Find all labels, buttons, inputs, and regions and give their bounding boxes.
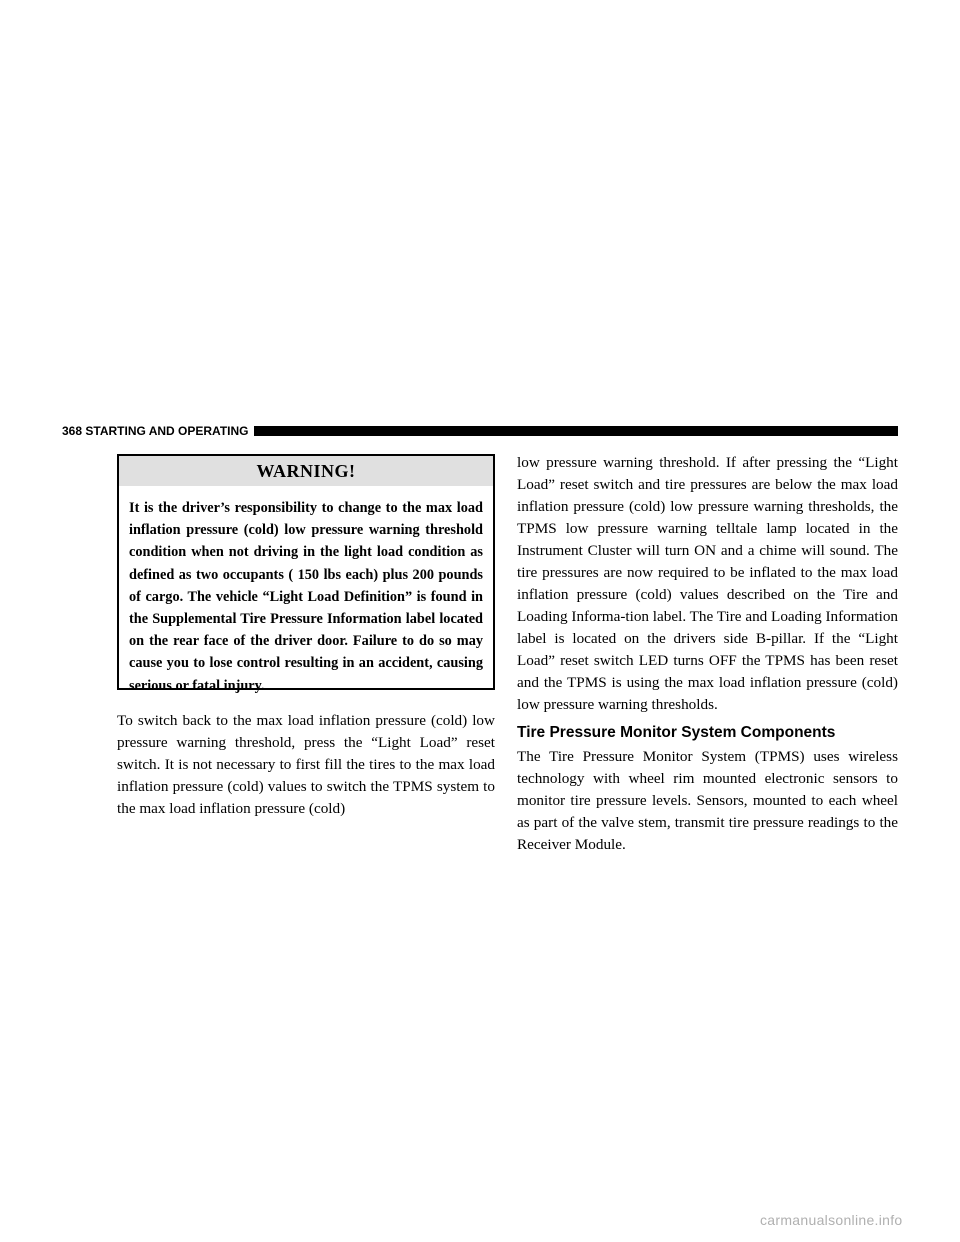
- section-title: STARTING AND OPERATING: [85, 424, 249, 438]
- page-header-label: [62, 424, 248, 438]
- section-heading: Tire Pressure Monitor System Components: [517, 724, 836, 741]
- right-paragraph: low pressure warning threshold. If after pressing the “Light Load” reset switch and tire pressures are below the max load inflation pressure (cold) low pressure warning thresholds, the TPMS low pressure warning telltale lamp located in the Instrument Cluster will turn ON and a chime will sound. The tire pressures are now required to be inflated to the max load inflation pressure (cold) values described on the Tire and Loading Informa-tion label. The Tire and Loading Information label is located on the drivers side B-pillar. If the “Light Load” reset switch LED turns OFF the TPMS has been reset and the TPMS is using the max load inflation pressure (cold) low pressure warning thresholds.: [517, 454, 899, 713]
- header-rule: [254, 426, 898, 436]
- warning-title: WARNING!: [119, 456, 493, 486]
- warning-box: [117, 454, 495, 694]
- left-paragraph: To switch back to the max load inflation pressure (cold) low pressure warning threshold, press the “Light Load” reset switch. It is not necessary to first fill the tires to the max load inflation pressure (cold) values to switch the TPMS system to the max load inflation pressure (cold): [117, 712, 495, 817]
- left-column: [117, 454, 495, 820]
- page-header: [62, 424, 898, 438]
- page-number: 368: [62, 424, 83, 438]
- watermark: carmanualsonline.info: [760, 1212, 903, 1228]
- section-paragraph: The Tire Pressure Monitor System (TPMS) uses wireless technology with wheel rim mounted electronic sensors to monitor tire pressure levels. Sensors, mounted to each wheel as part of the valve stem, transmit tire pressure readings to the Receiver Module.: [517, 748, 898, 853]
- right-column: [517, 452, 898, 856]
- warning-text: It is the driver’s responsibility to change to the max load inflation pressure (cold) low pressure warning threshold condition when not driving in the light load condition as defined as two occupants ( 150 lbs each) plus 200 pounds of cargo. The vehicle “Light Load Definition” is found in the Supplemental Tire Pressure Information label located on the rear face of the driver door. Failure to do so may cause you to lose control resulting in an accident, causing serious or fatal injury.: [129, 500, 483, 694]
